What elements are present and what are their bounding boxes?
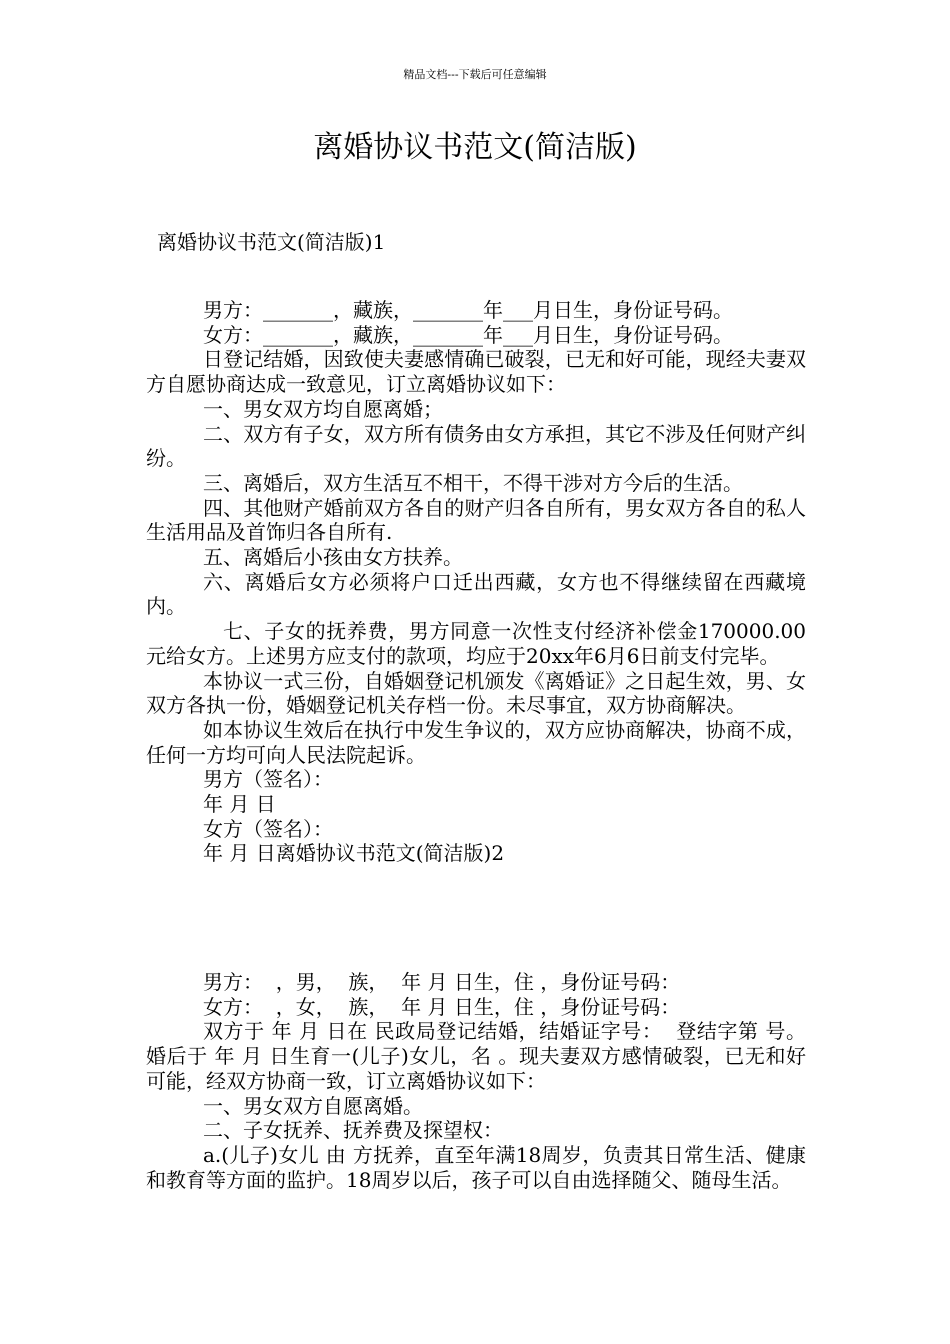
- agreement-section-1: [146, 298, 806, 866]
- document-title: 离婚协议书范文(简洁版): [313, 130, 637, 165]
- paragraph: 二、双方有子女，双方所有债务由女方承担，其它不涉及任何财产纠纷。: [146, 421, 806, 471]
- paragraph: 七、子女的抚养费，男方同意一次性支付经济补偿金170000.00元给女方。上述男方应支付的款项，均应于20xx年6月6日前支付完毕。: [146, 619, 806, 668]
- header-note: 精品文档---下载后可任意编辑: [403, 68, 547, 81]
- paragraph: 一、男女双方自愿离婚。: [203, 1093, 423, 1118]
- paragraph: 三、离婚后，双方生活互不相干，不得干涉对方今后的生活。: [203, 470, 743, 495]
- paragraph: 六、离婚后女方必须将户口迁出西藏，女方也不得继续留在西藏境内。: [146, 569, 806, 619]
- paragraph: 女方： ，女， 族， 年 月 日生，住 ，身份证号码：: [203, 994, 681, 1019]
- paragraph: 如本协议生效后在执行中发生争议的，双方应协商解决，协商不成，任何一方均可向人民法院起诉。: [146, 717, 806, 767]
- signature-line-male: 男方（签名）：: [203, 767, 333, 792]
- signature-line-female: 女方（签名）：: [203, 816, 333, 841]
- paragraph: 二、子女抚养、抚养费及探望权：: [203, 1118, 503, 1143]
- paragraph: 男方： ，男， 族， 年 月 日生，住 ，身份证号码：: [203, 970, 681, 994]
- date-line-and-heading-2: 年 月 日离婚协议书范文(简洁版)2: [203, 841, 505, 866]
- paragraph: 日登记结婚，因致使夫妻感情确已破裂，已无和好可能，现经夫妻双方自愿协商达成一致意见，订立离婚协议如下：: [146, 347, 806, 397]
- paragraph: 五、离婚后小孩由女方扶养。: [203, 545, 463, 570]
- paragraph: 本协议一式三份，自婚姻登记机颁发《离婚证》之日起生效，男、女双方各执一份，婚姻登记机关存档一份。未尽事宜，双方协商解决。: [146, 668, 806, 718]
- agreement-section-2: [146, 970, 806, 1192]
- paragraph: 男方：_______，藏族，_______年___月日生，身份证号码。: [203, 298, 733, 322]
- section-heading-1: 离婚协议书范文(简洁版)1: [157, 230, 386, 254]
- date-line: 年 月 日: [203, 792, 276, 817]
- paragraph: 女方：_______，藏族，_______年___月日生，身份证号码。: [203, 322, 733, 347]
- paragraph: 双方于 年 月 日在 民政局登记结婚，结婚证字号： 登结字第 号。婚后于 年 月 日生育一(儿子)女儿，名 。现夫妻双方感情破裂，已无和好可能，经双方协商一致，订立离婚协议如下：: [146, 1019, 806, 1093]
- paragraph: a.(儿子)女儿 由 方抚养，直至年满18周岁，负责其日常生活、健康和教育等方面的监护。18周岁以后，孩子可以自由选择随父、随母生活。: [146, 1142, 806, 1192]
- paragraph: 四、其他财产婚前双方各自的财产归各自所有，男女双方各自的私人生活用品及首饰归各自所有.: [146, 495, 806, 545]
- paragraph: 一、男女双方均自愿离婚；: [203, 396, 443, 421]
